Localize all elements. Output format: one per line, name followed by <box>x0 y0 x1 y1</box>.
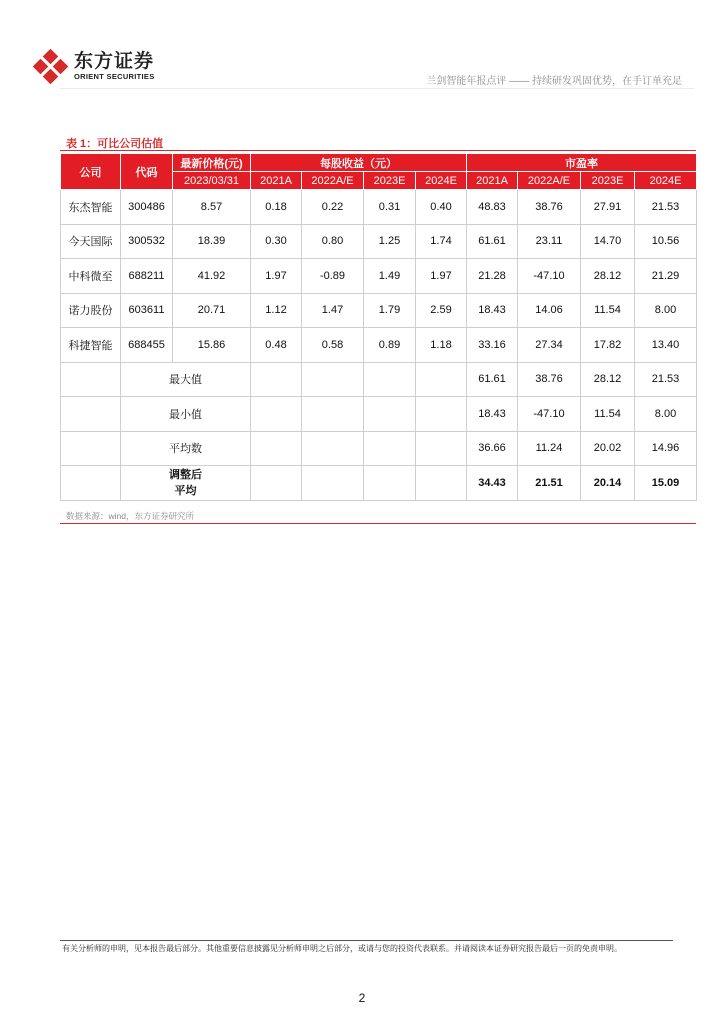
empty-cell <box>364 431 416 466</box>
valuation-table <box>60 153 697 501</box>
pe-value: 61.61 <box>467 362 518 397</box>
latest-price: 41.92 <box>173 259 251 294</box>
table-bottom-divider <box>60 523 696 524</box>
header-company: 公司 <box>61 154 121 190</box>
table-header-row <box>61 154 697 172</box>
logo-text-cn: 东方证券 <box>74 51 155 72</box>
pe-value: 61.61 <box>467 224 518 259</box>
eps-value: 1.47 <box>302 293 364 328</box>
stock-code: 688211 <box>121 259 173 294</box>
pe-value: 8.00 <box>635 293 697 328</box>
eps-value: 0.31 <box>364 190 416 225</box>
stock-code: 603611 <box>121 293 173 328</box>
pe-value: 23.11 <box>518 224 581 259</box>
header-price: 最新价格(元) <box>173 154 251 172</box>
header-pe-year: 2024E <box>635 172 697 190</box>
eps-value: 1.79 <box>364 293 416 328</box>
pe-value: 21.29 <box>635 259 697 294</box>
pe-value: 48.83 <box>467 190 518 225</box>
eps-value: 0.18 <box>251 190 302 225</box>
eps-value: 1.97 <box>416 259 467 294</box>
pe-value: 28.12 <box>581 259 635 294</box>
page-number: 2 <box>358 991 366 1005</box>
pe-value: 34.43 <box>467 466 518 501</box>
empty-cell <box>416 397 467 432</box>
eps-value: 2.59 <box>416 293 467 328</box>
company-name: 今天国际 <box>61 224 121 259</box>
header-eps-year: 2022A/E <box>302 172 364 190</box>
empty-cell <box>416 466 467 501</box>
table-row <box>61 259 697 294</box>
table-row <box>61 328 697 363</box>
eps-value: 0.58 <box>302 328 364 363</box>
empty-cell <box>61 466 121 501</box>
empty-cell <box>61 362 121 397</box>
latest-price: 18.39 <box>173 224 251 259</box>
header-pe: 市盈率 <box>467 154 697 172</box>
header-divider <box>60 88 694 89</box>
company-name: 科捷智能 <box>61 328 121 363</box>
eps-value: 0.30 <box>251 224 302 259</box>
pe-value: 8.00 <box>635 397 697 432</box>
table-row <box>61 224 697 259</box>
table-row <box>61 293 697 328</box>
eps-value: 1.97 <box>251 259 302 294</box>
empty-cell <box>416 431 467 466</box>
pe-value: -47.10 <box>518 259 581 294</box>
latest-price: 15.86 <box>173 328 251 363</box>
stat-row-max <box>61 362 697 397</box>
company-name: 中科微至 <box>61 259 121 294</box>
pe-value: 14.06 <box>518 293 581 328</box>
pe-value: -47.10 <box>518 397 581 432</box>
empty-cell <box>364 362 416 397</box>
empty-cell <box>251 397 302 432</box>
eps-value: -0.89 <box>302 259 364 294</box>
empty-cell <box>61 431 121 466</box>
data-source-note: 数据来源：wind，东方证券研究所 <box>66 511 194 521</box>
pe-value: 21.51 <box>518 466 581 501</box>
empty-cell <box>251 466 302 501</box>
stat-row-adjusted-average <box>61 466 697 501</box>
pe-value: 18.43 <box>467 397 518 432</box>
eps-value: 1.12 <box>251 293 302 328</box>
stock-code: 300532 <box>121 224 173 259</box>
eps-value: 0.22 <box>302 190 364 225</box>
report-title: 兰剑智能年报点评 —— 持续研发巩固优势，在手订单充足 <box>426 76 682 87</box>
table-caption: 表 1：可比公司估值 <box>66 138 164 150</box>
pe-value: 33.16 <box>467 328 518 363</box>
pe-value: 38.76 <box>518 362 581 397</box>
latest-price: 20.71 <box>173 293 251 328</box>
pe-value: 17.82 <box>581 328 635 363</box>
eps-value: 0.48 <box>251 328 302 363</box>
stat-row-min <box>61 397 697 432</box>
header-eps-year: 2023E <box>364 172 416 190</box>
empty-cell <box>251 431 302 466</box>
pe-value: 36.66 <box>467 431 518 466</box>
empty-cell <box>251 362 302 397</box>
stat-label: 最小值 <box>121 397 251 432</box>
stat-label: 最大值 <box>121 362 251 397</box>
stat-label: 平均数 <box>121 431 251 466</box>
empty-cell <box>364 466 416 501</box>
stat-label-line: 调整后 <box>169 469 202 481</box>
header-eps-year: 2021A <box>251 172 302 190</box>
pe-value: 21.53 <box>635 362 697 397</box>
eps-value: 1.18 <box>416 328 467 363</box>
stock-code: 300486 <box>121 190 173 225</box>
disclaimer-text: 有关分析师的申明，见本报告最后部分。其他重要信息披露见分析师申明之后部分，或请与您的投资代表联系。并请阅读本证券研究报告最后一页的免责申明。 <box>62 944 622 953</box>
stat-label-line: 平均 <box>174 485 197 497</box>
caption-divider <box>60 150 696 151</box>
empty-cell <box>302 397 364 432</box>
eps-value: 0.40 <box>416 190 467 225</box>
pe-value: 27.91 <box>581 190 635 225</box>
header-pe-year: 2022A/E <box>518 172 581 190</box>
empty-cell <box>416 362 467 397</box>
pe-value: 10.56 <box>635 224 697 259</box>
table-row <box>61 190 697 225</box>
footer-divider <box>60 940 673 941</box>
pe-value: 11.24 <box>518 431 581 466</box>
eps-value: 1.25 <box>364 224 416 259</box>
empty-cell <box>302 431 364 466</box>
company-name: 诺力股份 <box>61 293 121 328</box>
pe-value: 11.54 <box>581 293 635 328</box>
pe-value: 14.70 <box>581 224 635 259</box>
header-eps: 每股收益（元） <box>251 154 467 172</box>
stat-row-average <box>61 431 697 466</box>
header-pe-year: 2021A <box>467 172 518 190</box>
pe-value: 15.09 <box>635 466 697 501</box>
header-pe-year: 2023E <box>581 172 635 190</box>
header-price-date: 2023/03/31 <box>173 172 251 190</box>
pe-value: 14.96 <box>635 431 697 466</box>
stock-code: 688455 <box>121 328 173 363</box>
pe-value: 38.76 <box>518 190 581 225</box>
pe-value: 20.14 <box>581 466 635 501</box>
pe-value: 21.53 <box>635 190 697 225</box>
logo-text-en: ORIENT SECURITIES <box>74 72 155 81</box>
eps-value: 0.80 <box>302 224 364 259</box>
eps-value: 1.74 <box>416 224 467 259</box>
empty-cell <box>302 466 364 501</box>
pe-value: 11.54 <box>581 397 635 432</box>
empty-cell <box>364 397 416 432</box>
empty-cell <box>61 397 121 432</box>
eps-value: 1.49 <box>364 259 416 294</box>
stat-label-adjusted <box>121 466 251 501</box>
logo <box>34 50 155 84</box>
latest-price: 8.57 <box>173 190 251 225</box>
empty-cell <box>302 362 364 397</box>
pe-value: 21.28 <box>467 259 518 294</box>
pe-value: 27.34 <box>518 328 581 363</box>
pe-value: 20.02 <box>581 431 635 466</box>
header-code: 代码 <box>121 154 173 190</box>
eps-value: 0.89 <box>364 328 416 363</box>
pe-value: 28.12 <box>581 362 635 397</box>
pe-value: 13.40 <box>635 328 697 363</box>
pe-value: 18.43 <box>467 293 518 328</box>
logo-mark-icon <box>34 50 68 84</box>
company-name: 东杰智能 <box>61 190 121 225</box>
header-eps-year: 2024E <box>416 172 467 190</box>
